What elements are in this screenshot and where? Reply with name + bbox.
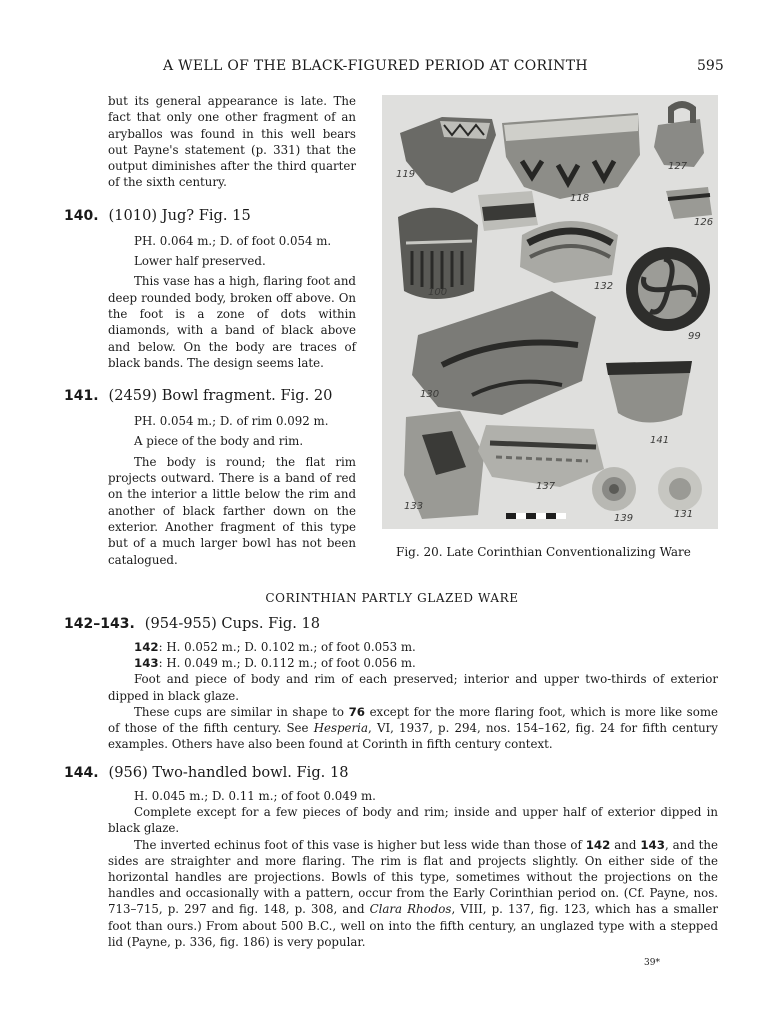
entry-141-description: The body is round; the flat rim projects outward. There is a band of red on the interior a little below the rim and another of black farther down on the exterior. Another fragment of this type but of a much larger bowl has not been catalogued. (108, 454, 356, 567)
figure-caption: Fig. 20. Late Corinthian Conventionalizing Ware (396, 545, 691, 559)
section-title: CORINTHIAN PARTLY GLAZED WARE (265, 591, 519, 605)
entry-144-title: (956) Two-handled bowl. Fig. 18 (108, 764, 349, 781)
figure-label-99: 99 (688, 331, 701, 342)
figure-label-139: 139 (614, 513, 634, 524)
figure-label-133: 133 (404, 501, 424, 512)
cat-number-142: 142 (134, 640, 159, 654)
left-column (64, 93, 356, 568)
entry-144-number: 144. (64, 765, 99, 781)
desc-text: , VI, 1937, p. 294, nos. 154–162, fig. 24 for fifth century examples. Others have also been found at Corinth in fifth century context. (108, 721, 718, 752)
entry-143-measurements (64, 655, 718, 671)
entry-144 (64, 764, 718, 950)
running-head-title: A WELL OF THE BLACK-FIGURED PERIOD AT CORINTH (163, 58, 588, 74)
measurements-142: : H. 0.052 m.; D. 0.102 m.; of foot 0.053 m. (158, 640, 416, 654)
entry-142-143-number: 142–143. (64, 616, 135, 632)
desc-text: , VIII, p. 137, fig. 123, which has a smaller foot than ours.) From about 500 B.C., well on into the fifth century, an unglazed type with a stepped lid (Payne, p. 336, fig. 186) is very popular. (108, 902, 718, 949)
entry-144-measurements: H. 0.045 m.; D. 0.11 m.; of foot 0.049 m. (134, 789, 376, 803)
entry-140-measurements: PH. 0.064 m.; D. of foot 0.054 m. (134, 233, 332, 248)
entry-141-measurements: PH. 0.054 m.; D. of rim 0.092 m. (134, 414, 329, 429)
running-head (0, 58, 784, 78)
figure-label-100: 100 (428, 287, 448, 298)
entry-142-143-heading (64, 615, 718, 633)
cross-ref-142: 142 (585, 837, 611, 852)
entry-142-143-title: (954-955) Cups. Fig. 18 (144, 615, 321, 632)
entry-140-heading (64, 207, 356, 225)
signature-mark: 39* (644, 958, 660, 968)
entry-141-title: (2459) Bowl fragment. Fig. 20 (108, 387, 333, 405)
figure-label-131: 131 (674, 509, 694, 520)
figure-label-141: 141 (650, 435, 670, 446)
figure-label-127: 127 (668, 161, 688, 172)
desc-text: , and the sides are straighter and more flaring. The rim is flat and projects slightly. On either side of the horizontal handles are projections. Bowls of this type, sometimes without the projections on the handles and occasionally with a pattern, occur from the Early Corinthian period on. (Cf. Payne, nos. 713–715, p. 297 and fig. 148, p. 308, and (108, 837, 718, 917)
figure-20-photograph (382, 95, 718, 529)
entry-142-143-preserved: Foot and piece of body and rim of each preserved; interior and upper two-thirds of exterior dipped in black glaze. (108, 672, 718, 703)
entry-140-description: This vase has a high, flaring foot and deep rounded body, broken off above. On the foot is a zone of dots within diamonds, with a band of black above and below. On the body are traces of black bands. The design seems late. (108, 274, 356, 370)
cat-number-143: 143 (134, 656, 159, 671)
entry-144-preserved: Complete except for a few pieces of body and rim; inside and upper half of exterior dipped in black glaze. (108, 805, 718, 836)
desc-text: The inverted echinus foot of this vase is higher but less wide than those of (134, 837, 586, 852)
cross-ref-143: 143 (640, 837, 665, 852)
entry-140-number: 140. (64, 207, 99, 224)
page-number: 595 (697, 58, 724, 74)
entry-142-143 (64, 615, 718, 752)
entry-142-143-description (64, 704, 718, 753)
figure-label-126: 126 (694, 217, 714, 228)
entry-141-heading (64, 387, 356, 405)
entry-140-preserved: Lower half preserved. (134, 254, 266, 269)
journal-title: Hesperia (313, 721, 368, 736)
desc-text: and (610, 837, 641, 852)
entry-144-heading (64, 764, 718, 782)
desc-text: except for the more flaring foot, which is more like some of those of the fifth century. See (108, 704, 718, 736)
entry-144-description (64, 837, 718, 950)
figure-label-130: 130 (420, 389, 440, 400)
entry-140-title: (1010) Jug? Fig. 15 (108, 206, 251, 224)
figure-label-119: 119 (396, 169, 416, 180)
entry-141-number: 141. (64, 388, 99, 405)
figure-label-137: 137 (536, 481, 556, 492)
intro-paragraph: but its general appearance is late. The fact that only one other fragment of an aryballos was found in this well bears out Payne's statement (p. 331) that the output diminishes after the third quarter of the sixth century. (108, 94, 356, 190)
desc-text: These cups are similar in shape to (134, 704, 349, 719)
figure-label-118: 118 (570, 193, 590, 204)
figure-label-132: 132 (594, 281, 614, 292)
entry-141-preserved: A piece of the body and rim. (134, 434, 304, 449)
entry-142-measurements (64, 639, 718, 655)
measurements-143: : H. 0.049 m.; D. 0.112 m.; of foot 0.056 m. (158, 656, 416, 671)
cross-ref-76: 76 (348, 704, 365, 719)
journal-title: Clara Rhodos (369, 902, 452, 917)
